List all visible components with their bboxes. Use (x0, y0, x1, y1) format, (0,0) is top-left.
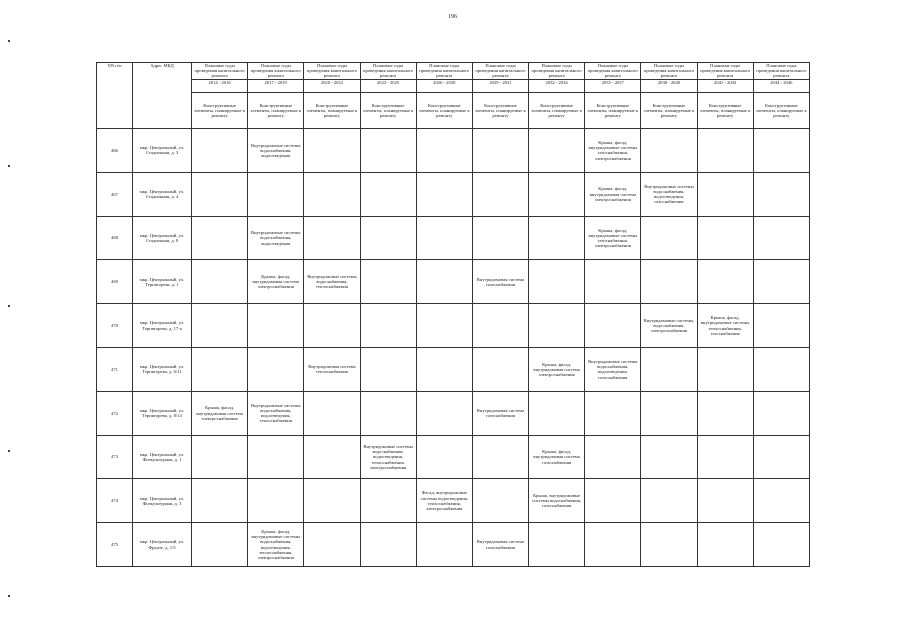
header-period-label: Плановые годы проведения капитального ремонта (363, 63, 414, 79)
row-elements-cell (416, 523, 472, 567)
row-elements-cell (248, 172, 304, 216)
row-elements-cell (585, 523, 641, 567)
row-elements-cell (304, 216, 360, 260)
row-elements-cell (641, 216, 697, 260)
row-elements-cell (472, 216, 528, 260)
header-period-7 (585, 63, 641, 93)
row-elements-cell (585, 391, 641, 435)
row-elements-cell: Внутридомовая система газоснабжения (472, 391, 528, 435)
row-elements-cell (529, 216, 585, 260)
row-elements-cell (304, 391, 360, 435)
header-period-range: 2023 - 2025 (361, 79, 416, 85)
row-elements-cell (192, 435, 248, 479)
row-elements-cell (697, 435, 753, 479)
row-address: мкр. Центральный, ул. Стадионная, д. 8 (133, 216, 192, 260)
row-elements-cell (697, 129, 753, 173)
row-elements-cell (529, 260, 585, 304)
row-number: 467 (97, 172, 133, 216)
scan-mark (8, 595, 10, 597)
row-elements-cell (753, 260, 809, 304)
row-elements-cell (472, 304, 528, 348)
row-elements-cell (360, 391, 416, 435)
row-elements-cell: Внутридомовые системы водоснабжения, водоотведения, теплоснабжения, электроснабжения (360, 435, 416, 479)
header-period-10 (753, 63, 809, 93)
row-elements-cell (304, 523, 360, 567)
row-number: 471 (97, 347, 133, 391)
row-elements-cell: Крыша, фасад, внутридомовая система электроснабжения (585, 172, 641, 216)
row-elements-cell (585, 435, 641, 479)
row-elements-cell (697, 172, 753, 216)
row-elements-cell (641, 435, 697, 479)
header-period-range: 2035 - 2037 (585, 79, 640, 85)
row-number: 469 (97, 260, 133, 304)
header-num: NN п/п (97, 63, 133, 129)
row-elements-cell (416, 435, 472, 479)
row-elements-cell (753, 479, 809, 523)
header-period-label: Плановые годы проведения капитального ремонта (306, 63, 357, 79)
row-address: мкр. Центральный, ул. Физкультурная, д. 3 (133, 479, 192, 523)
table-row (97, 391, 810, 435)
row-elements-cell (585, 304, 641, 348)
row-elements-cell (360, 304, 416, 348)
header-elements-9: Конструктивные элементы, планируемые к ремонту (697, 93, 753, 129)
scan-mark (8, 450, 10, 452)
row-elements-cell: Крыша, фасад, внутридомовая система газоснабжения (529, 435, 585, 479)
header-period-range: 2017 - 2019 (248, 79, 303, 85)
row-elements-cell: Крыша, фасад, внутридомовые системы водоснабжения, водоотведения, теплоснабжения, электроснабжения (248, 523, 304, 567)
table-row (97, 304, 810, 348)
header-period-range: 2020 - 2022 (304, 79, 359, 85)
table-row (97, 435, 810, 479)
header-period-label: Плановые годы проведения капитального ремонта (419, 63, 470, 79)
row-elements-cell (472, 347, 528, 391)
table-row (97, 260, 810, 304)
row-elements-cell (416, 347, 472, 391)
row-elements-cell (304, 435, 360, 479)
header-period-label: Плановые годы проведения капитального ремонта (194, 63, 245, 79)
header-period-3 (360, 63, 416, 93)
row-elements-cell: Внутридомовая система газоснабжения (472, 523, 528, 567)
row-address: мкр. Центральный, ул. Физкультурная, д. 1 (133, 435, 192, 479)
header-row-years (97, 63, 810, 93)
scan-mark (8, 305, 10, 307)
row-elements-cell (753, 216, 809, 260)
row-elements-cell: Крыша, фасад, внутридомовые системы газоснабжения, электроснабжения (585, 129, 641, 173)
header-elements-2: Конструктивные элементы, планируемые к ремонту (304, 93, 360, 129)
row-elements-cell (529, 129, 585, 173)
row-elements-cell (753, 172, 809, 216)
row-elements-cell (360, 347, 416, 391)
header-elements-0: Конструктивные элементы, планируемые к ремонту (192, 93, 248, 129)
row-elements-cell (416, 304, 472, 348)
header-period-range: 2038 - 2040 (641, 79, 696, 85)
row-elements-cell (360, 523, 416, 567)
row-number: 468 (97, 216, 133, 260)
row-elements-cell: Крыша, фасад, внутридомовые системы газоснабжения, электроснабжения (585, 216, 641, 260)
header-period-label: Плановые годы проведения капитального ремонта (700, 63, 751, 79)
header-period-label: Плановые годы проведения капитального ремонта (756, 63, 807, 79)
table-row (97, 479, 810, 523)
row-elements-cell (416, 129, 472, 173)
header-period-4 (416, 63, 472, 93)
row-elements-cell: Крыша, фасад, внутридомовые системы теплоснабжения, газоснабжения (697, 304, 753, 348)
header-elements-3: Конструктивные элементы, планируемые к ремонту (360, 93, 416, 129)
row-elements-cell (192, 304, 248, 348)
row-elements-cell (192, 216, 248, 260)
row-elements-cell (416, 391, 472, 435)
row-number: 473 (97, 435, 133, 479)
header-period-label: Плановые годы проведения капитального ремонта (250, 63, 301, 79)
row-elements-cell (416, 216, 472, 260)
row-elements-cell: Крыша, внутридомовые системы водоснабжения, газоснабжения (529, 479, 585, 523)
row-elements-cell (304, 129, 360, 173)
row-elements-cell (753, 523, 809, 567)
row-elements-cell: Внутридомовые системы водоснабжения, водоотведения (248, 129, 304, 173)
row-elements-cell (753, 304, 809, 348)
row-elements-cell (360, 479, 416, 523)
row-elements-cell: Крыша, фасад, внутридомовая система электроснабжения (248, 260, 304, 304)
header-period-label: Плановые годы проведения капитального ремонта (475, 63, 526, 79)
row-elements-cell (360, 216, 416, 260)
row-elements-cell (248, 347, 304, 391)
table-row (97, 523, 810, 567)
table-body (97, 129, 810, 567)
row-elements-cell (304, 172, 360, 216)
row-elements-cell: Фасад, внутридомовые системы водоотведения, теплоснабжения, электроснабжения (416, 479, 472, 523)
row-elements-cell (529, 172, 585, 216)
row-elements-cell (753, 391, 809, 435)
header-address: Адрес МКД (133, 63, 192, 129)
header-period-range: 2032 - 2034 (529, 79, 584, 85)
header-period-range: 2026 - 2028 (417, 79, 472, 85)
header-elements-1: Конструктивные элементы, планируемые к ремонту (248, 93, 304, 129)
row-elements-cell (192, 347, 248, 391)
row-address: мкр. Центральный, ул. Терпигорева, д. 1 (133, 260, 192, 304)
row-address: мкр. Центральный, ул. Терпигорева, д. 17-а (133, 304, 192, 348)
header-elements-6: Конструктивные элементы, планируемые к ремонту (529, 93, 585, 129)
header-period-0 (192, 63, 248, 93)
header-elements-8: Конструктивные элементы, планируемые к ремонту (641, 93, 697, 129)
row-elements-cell (248, 304, 304, 348)
row-elements-cell (697, 479, 753, 523)
row-elements-cell (697, 347, 753, 391)
scan-mark (8, 40, 10, 42)
header-period-6 (529, 63, 585, 93)
row-elements-cell (753, 129, 809, 173)
row-elements-cell (641, 347, 697, 391)
header-period-label: Плановые годы проведения капитального ремонта (531, 63, 582, 79)
row-elements-cell (416, 260, 472, 304)
header-period-1 (248, 63, 304, 93)
row-address: мкр. Центральный, ул. Терпигорева, д. 8/14 (133, 391, 192, 435)
row-elements-cell (585, 479, 641, 523)
row-elements-cell (641, 260, 697, 304)
row-elements-cell (585, 260, 641, 304)
header-elements-4: Конструктивные элементы, планируемые к ремонту (416, 93, 472, 129)
row-elements-cell (472, 129, 528, 173)
row-elements-cell (304, 304, 360, 348)
header-period-8 (641, 63, 697, 93)
row-elements-cell (248, 435, 304, 479)
row-elements-cell (416, 172, 472, 216)
row-elements-cell (697, 216, 753, 260)
row-elements-cell: Внутридомовые системы водоснабжения, водоотведения, газоснабжения (585, 347, 641, 391)
row-elements-cell (641, 129, 697, 173)
row-elements-cell (192, 260, 248, 304)
header-period-2 (304, 63, 360, 93)
row-number: 475 (97, 523, 133, 567)
row-elements-cell (641, 391, 697, 435)
row-elements-cell (360, 172, 416, 216)
row-address: мкр. Центральный, ул. Терпигорева, д. 6/11 (133, 347, 192, 391)
row-elements-cell: Внутридомовая система теплоснабжения (304, 347, 360, 391)
header-period-9 (697, 63, 753, 93)
table-row (97, 347, 810, 391)
row-elements-cell (192, 479, 248, 523)
table-row (97, 172, 810, 216)
repair-plan-table (96, 62, 810, 567)
row-elements-cell (472, 435, 528, 479)
row-elements-cell (753, 347, 809, 391)
header-period-range: 2029 - 2031 (473, 79, 528, 85)
row-address: мкр. Центральный, ул. Стадионная, д. 3 (133, 129, 192, 173)
row-elements-cell: Внутридомовая система газоснабжения (472, 260, 528, 304)
row-elements-cell (641, 479, 697, 523)
header-period-range: 2014 - 2016 (192, 79, 247, 85)
row-elements-cell (360, 129, 416, 173)
row-elements-cell (697, 523, 753, 567)
row-elements-cell (192, 129, 248, 173)
row-elements-cell (472, 479, 528, 523)
header-period-range: 2044 - 2046 (754, 79, 809, 85)
header-period-range: 2041 - 2043 (698, 79, 753, 85)
row-elements-cell: Внутридомовые системы, водоснабжения, электроснабжения (641, 304, 697, 348)
row-number: 466 (97, 129, 133, 173)
page-number: 196 (448, 14, 457, 20)
scan-mark (8, 165, 10, 167)
row-elements-cell (753, 435, 809, 479)
row-number: 470 (97, 304, 133, 348)
table-row (97, 216, 810, 260)
row-elements-cell (697, 260, 753, 304)
row-elements-cell (192, 172, 248, 216)
row-elements-cell (641, 523, 697, 567)
table-row (97, 129, 810, 173)
header-row-elements (97, 93, 810, 129)
row-elements-cell: Внутридомовые системы водоснабжения, водоотведения (248, 216, 304, 260)
row-elements-cell: Внутридомовые системы водоснабжения, теплоснабжения (304, 260, 360, 304)
row-address: мкр. Центральный, ул. Стадионная, д. 4 (133, 172, 192, 216)
header-period-label: Плановые годы проведения капитального ремонта (587, 63, 638, 79)
header-elements-7: Конструктивные элементы, планируемые к ремонту (585, 93, 641, 129)
row-elements-cell: Внутридомовые системы водоснабжения, водоотведения, теплоснабжения (248, 391, 304, 435)
header-elements-5: Конструктивные элементы, планируемые к ремонту (472, 93, 528, 129)
row-elements-cell (529, 304, 585, 348)
row-elements-cell (248, 479, 304, 523)
header-period-5 (472, 63, 528, 93)
row-elements-cell (192, 523, 248, 567)
row-number: 472 (97, 391, 133, 435)
row-elements-cell: Крыша, фасад, внутридомовая система электроснабжения (529, 347, 585, 391)
row-elements-cell (304, 479, 360, 523)
row-elements-cell (697, 391, 753, 435)
row-number: 474 (97, 479, 133, 523)
row-address: мкр. Центральный, ул. Фрунзе, д. 1/5 (133, 523, 192, 567)
row-elements-cell (529, 391, 585, 435)
row-elements-cell: Крыша, фасад, внутридомовая система электроснабжения (192, 391, 248, 435)
row-elements-cell: Внутридомовые системы водоснабжения, водоотведения, газоснабжения (641, 172, 697, 216)
header-elements-10: Конструктивные элементы, планируемые к ремонту (753, 93, 809, 129)
row-elements-cell (360, 260, 416, 304)
header-period-label: Плановые годы проведения капитального ремонта (643, 63, 695, 79)
row-elements-cell (529, 523, 585, 567)
row-elements-cell (472, 172, 528, 216)
